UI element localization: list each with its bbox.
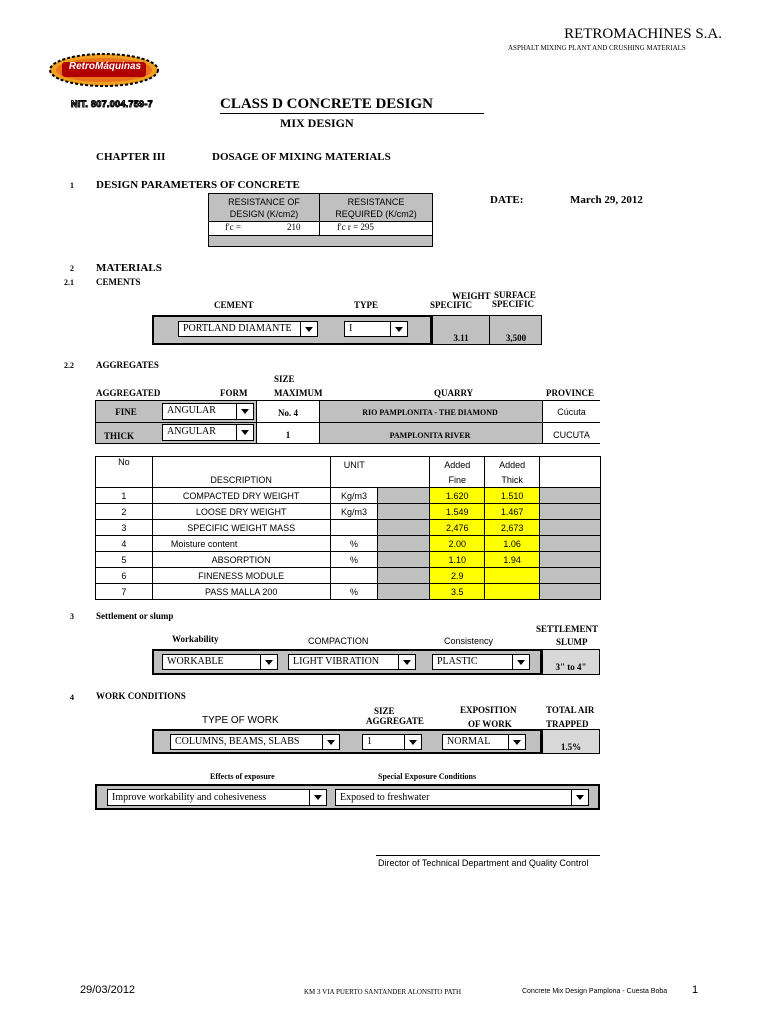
subsection-number: 2.2 [64, 361, 74, 370]
page-title: CLASS D CONCRETE DESIGN [220, 96, 484, 114]
company-name: RETROMACHINES S.A. [564, 26, 722, 42]
table-row [96, 520, 601, 536]
row-blank [540, 584, 601, 600]
work-conditions-row [152, 729, 542, 754]
header-line: DESIGN (K/cm2) [229, 209, 299, 219]
header-line: RESISTANCE OF [228, 197, 300, 207]
divider [319, 222, 320, 235]
row-fine-value: 1.10 [430, 552, 485, 568]
chapter-title: DOSAGE OF MIXING MATERIALS [212, 151, 391, 163]
table-row [96, 504, 601, 520]
section-title: MATERIALS [96, 262, 162, 274]
no-header: No [96, 457, 153, 473]
surface-value: 3,500 [505, 333, 527, 343]
row-unit: Kg/m3 [330, 488, 378, 504]
chevron-down-icon[interactable] [309, 790, 326, 805]
row-number: 2 [96, 504, 153, 520]
thick-quarry: PAMPLONITA RIVER [389, 431, 471, 440]
company-logo [48, 52, 160, 88]
table-header-row [96, 472, 601, 488]
section-number: 1 [70, 181, 74, 190]
signature-line [376, 855, 600, 856]
fine-form-value: ANGULAR [167, 405, 216, 416]
row-thick-value: 1.94 [485, 552, 540, 568]
chapter-number: CHAPTER III [96, 151, 166, 163]
special-header: Special Exposure Conditions [378, 772, 477, 781]
exposure-row [95, 784, 600, 810]
row-unit: % [330, 536, 378, 552]
row-fine-value: 3.5 [430, 584, 485, 600]
row-description: LOOSE DRY WEIGHT [152, 504, 330, 520]
weight-value: 3.11 [453, 333, 469, 343]
row-thick-value: 2,673 [485, 520, 540, 536]
row-thick-value [485, 568, 540, 584]
row-blank [540, 552, 601, 568]
thick-form-dropdown[interactable] [162, 424, 254, 441]
cement-dropdown[interactable] [178, 321, 318, 337]
size-header: SIZE [374, 706, 395, 716]
header-cell [378, 457, 430, 473]
section-title: DESIGN PARAMETERS OF CONCRETE [96, 179, 300, 191]
chevron-down-icon[interactable] [322, 735, 339, 749]
row-blank [378, 488, 430, 504]
thick-header: Thick [485, 472, 540, 488]
footer-address: KM 3 VIA PUERTO SANTANDER ALONSITO PATH [304, 988, 462, 996]
total-air-header: TOTAL AIR [546, 705, 595, 715]
row-blank [378, 584, 430, 600]
type-dropdown[interactable] [344, 321, 408, 337]
surface-header: SPECIFIC [492, 299, 535, 309]
table-row [96, 568, 601, 584]
nit-number: NIT. 807.004.759-7 [71, 99, 153, 109]
signature-label: Director of Technical Department and Quality Control [378, 858, 589, 868]
unit-header: UNIT [330, 457, 378, 473]
fcr-value: f'c r = 295 [337, 222, 374, 232]
row-blank [378, 568, 430, 584]
section-number: 3 [70, 612, 74, 621]
fc-value: 210 [287, 222, 301, 232]
date-value: March 29, 2012 [570, 194, 643, 206]
materials-table [95, 456, 601, 600]
chevron-down-icon[interactable] [300, 322, 317, 336]
surface-header: SURFACE [494, 290, 536, 300]
consistency-header: Consistency [444, 636, 494, 646]
row-fine-value: 2,476 [430, 520, 485, 536]
row-blank [540, 488, 601, 504]
subsection-title: AGGREGATES [96, 360, 159, 370]
row-thick-value: 1.467 [485, 504, 540, 520]
row-description: COMPACTED DRY WEIGHT [152, 488, 330, 504]
thick-label: THICK [103, 431, 134, 441]
thick-province: CUCUTA [553, 430, 590, 440]
table-row [96, 584, 601, 600]
cement-row [152, 315, 432, 345]
row-number: 6 [96, 568, 153, 584]
row-number: 3 [96, 520, 153, 536]
consistency-dropdown[interactable] [432, 654, 530, 670]
row-blank [378, 520, 430, 536]
slump-value: 3" to 4" [555, 662, 587, 672]
chevron-down-icon[interactable] [390, 322, 407, 336]
row-blank [540, 568, 601, 584]
date-label: DATE: [490, 194, 524, 206]
resistance-design-header [209, 196, 319, 220]
chevron-down-icon[interactable] [398, 655, 415, 669]
effects-header: Effects of exposure [210, 772, 275, 781]
chevron-down-icon[interactable] [404, 735, 421, 749]
row-thick-value: 1.510 [485, 488, 540, 504]
workability-header: Workability [172, 634, 219, 644]
cement-value: PORTLAND DIAMANTE [183, 323, 292, 334]
fine-label: FINE [115, 407, 137, 417]
header-cell [378, 472, 430, 488]
type-value: I [349, 323, 353, 334]
row-number: 7 [96, 584, 153, 600]
header-cell [152, 457, 330, 473]
form-header: FORM [220, 388, 248, 398]
page-number: 1 [692, 984, 699, 996]
row-divider [257, 422, 319, 423]
row-unit [330, 520, 378, 536]
fine-size: No. 4 [278, 408, 298, 418]
workability-value: WORKABLE [167, 656, 224, 667]
header-cell [330, 472, 378, 488]
consistency-value: PLASTIC [437, 656, 478, 667]
special-exposure-dropdown[interactable] [335, 789, 589, 806]
air-value: 1.5% [560, 742, 582, 752]
of-work-header: OF WORK [468, 719, 512, 729]
row-unit: % [330, 552, 378, 568]
fc-label: f'c = [225, 222, 241, 232]
type-of-work-header: TYPE OF WORK [202, 715, 279, 726]
size-header: SIZE [274, 374, 295, 384]
effects-value: Improve workability and cohesiveness [112, 792, 267, 803]
description-header: DESCRIPTION [152, 472, 330, 488]
cement-header: CEMENT [214, 300, 254, 310]
row-blank [378, 552, 430, 568]
fine-quarry: RIO PAMPLONITA - THE DIAMOND [362, 408, 498, 417]
fine-form-dropdown[interactable] [162, 403, 254, 420]
effects-dropdown[interactable] [107, 789, 327, 806]
row-fine-value: 1.549 [430, 504, 485, 520]
slump-value-box [542, 649, 600, 675]
table-row [96, 552, 601, 568]
row-unit: % [330, 584, 378, 600]
header-cell [96, 472, 153, 488]
chevron-down-icon[interactable] [260, 655, 277, 669]
slump-header: SLUMP [556, 637, 588, 647]
page-subtitle: MIX DESIGN [280, 116, 354, 130]
chevron-down-icon[interactable] [512, 655, 529, 669]
type-of-work-value: COLUMNS, BEAMS, SLABS [175, 736, 300, 747]
size-aggregate-dropdown[interactable] [362, 734, 422, 750]
fine-province: Cúcuta [557, 407, 586, 417]
row-description: Moisture content [152, 536, 330, 552]
compaction-header: COMPACTION [308, 636, 369, 646]
province-column [542, 401, 600, 443]
header-line: RESISTANCE [347, 197, 405, 207]
aggregates-table [95, 400, 600, 444]
section-title: WORK CONDITIONS [96, 691, 186, 701]
thick-header: Added [485, 457, 540, 473]
row-blank [540, 504, 601, 520]
row-unit: Kg/m3 [330, 504, 378, 520]
fine-header: Fine [430, 472, 485, 488]
row-description: ABSORPTION [152, 552, 330, 568]
weight-header: WEIGHT [452, 291, 491, 301]
row-description: SPECIFIC WEIGHT MASS [152, 520, 330, 536]
compaction-value: LIGHT VIBRATION [293, 656, 380, 667]
section-number: 4 [70, 693, 74, 702]
row-description: FINENESS MODULE [152, 568, 330, 584]
size-aggregate-value: 1 [367, 736, 372, 747]
footer-document: Concrete Mix Design Pamplona - Cuesta Boba [522, 988, 668, 995]
row-blank [540, 520, 601, 536]
section-title: Settlement or slump [96, 611, 174, 621]
row-blank [378, 504, 430, 520]
resistance-required-header [320, 196, 432, 220]
row-number: 1 [96, 488, 153, 504]
row-description: PASS MALLA 200 [152, 584, 330, 600]
section-number: 2 [70, 264, 74, 273]
trapped-header: TRAPPED [546, 719, 589, 729]
chevron-down-icon[interactable] [571, 790, 588, 805]
aggregated-header: AGGREGATED [96, 388, 161, 398]
size-column [256, 401, 320, 443]
logo-text: RetroMáquinas [68, 61, 142, 72]
resistance-values-row [209, 221, 432, 236]
table-row [96, 488, 601, 504]
header-line: REQUIRED (K/cm2) [335, 209, 417, 219]
header-cell [540, 457, 601, 473]
header-cell [540, 472, 601, 488]
row-fine-value: 1.620 [430, 488, 485, 504]
special-exposure-value: Exposed to freshwater [340, 792, 430, 803]
quarry-header: QUARRY [434, 388, 474, 398]
row-thick-value [485, 584, 540, 600]
settlement-header: SETTLEMENT [536, 624, 599, 634]
row-thick-value: 1.06 [485, 536, 540, 552]
exposition-header: EXPOSITION [460, 705, 517, 715]
subsection-title: CEMENTS [96, 277, 141, 287]
slump-row [152, 649, 542, 675]
air-value-box [542, 729, 600, 754]
footer-date: 29/03/2012 [80, 984, 136, 996]
row-blank [378, 536, 430, 552]
workability-dropdown[interactable] [162, 654, 278, 670]
row-blank [540, 536, 601, 552]
company-subtitle: ASPHALT MIXING PLANT AND CRUSHING MATERIALS [508, 44, 686, 52]
type-header: TYPE [354, 300, 379, 310]
type-of-work-dropdown[interactable] [170, 734, 340, 750]
exposition-value: NORMAL [447, 736, 491, 747]
subsection-number: 2.1 [64, 278, 74, 287]
row-fine-value: 2.00 [430, 536, 485, 552]
row-number: 4 [96, 536, 153, 552]
row-divider [543, 422, 600, 423]
chevron-down-icon[interactable] [236, 404, 253, 419]
chevron-down-icon[interactable] [236, 425, 253, 440]
weight-header: SPECIFIC [430, 300, 473, 310]
design-parameters-box [208, 193, 433, 247]
row-divider [96, 422, 599, 423]
province-header: PROVINCE [546, 388, 595, 398]
thick-form-value: ANGULAR [167, 426, 216, 437]
row-fine-value: 2.9 [430, 568, 485, 584]
aggregate-header: AGGREGATE [366, 716, 424, 726]
compaction-dropdown[interactable] [288, 654, 416, 670]
table-row [96, 536, 601, 552]
cement-specs [432, 315, 542, 345]
table-header-row [96, 457, 601, 473]
thick-size: 1 [285, 430, 291, 440]
row-unit [330, 568, 378, 584]
chevron-down-icon[interactable] [508, 735, 525, 749]
row-number: 5 [96, 552, 153, 568]
fine-header: Added [430, 457, 485, 473]
size-header: MAXIMUM [274, 388, 323, 398]
exposition-dropdown[interactable] [442, 734, 526, 750]
